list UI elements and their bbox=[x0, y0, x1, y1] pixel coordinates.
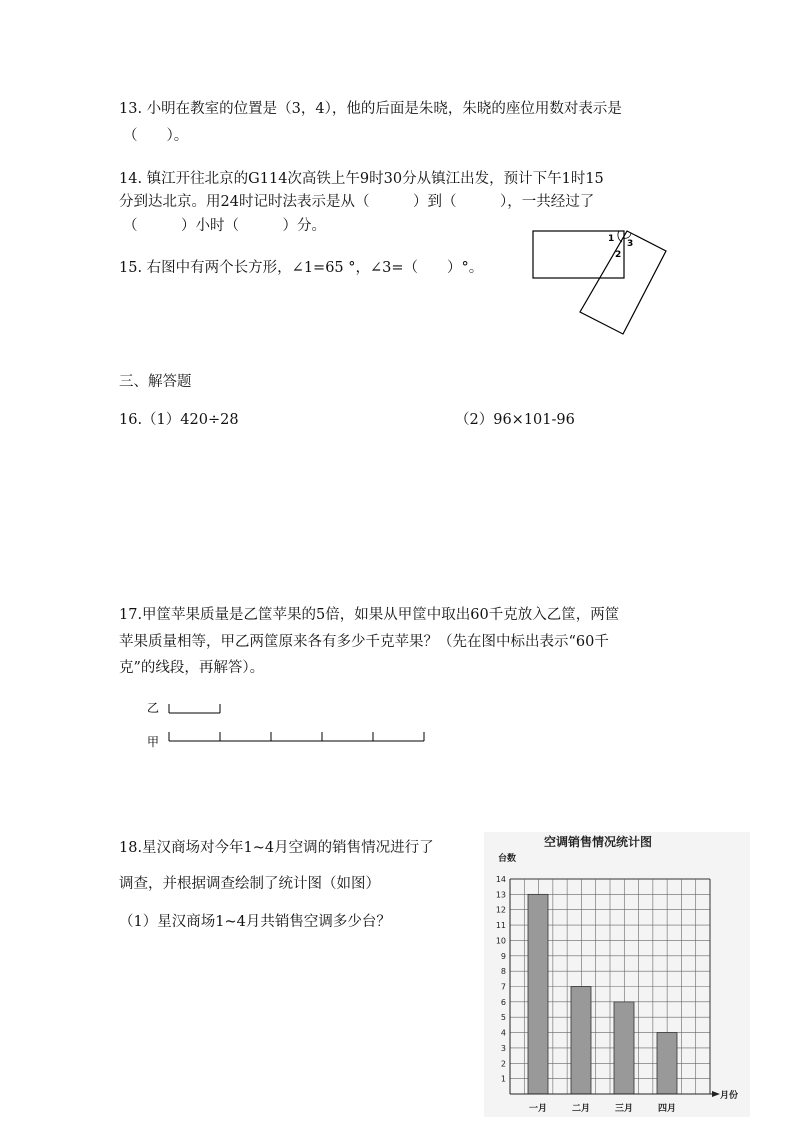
q18-line-2: 调查，并根据调查绘制了统计图（如图） bbox=[119, 876, 380, 892]
segment-yi bbox=[169, 704, 220, 713]
q13-line-2: （ ）。 bbox=[123, 128, 189, 144]
segment-jia bbox=[169, 732, 424, 741]
q15-text: 15. 右图中有两个长方形，∠1=65 °，∠3=（ ）°。 bbox=[119, 260, 484, 276]
y-tick-label: 4 bbox=[500, 1028, 506, 1038]
rectangle-tilted bbox=[580, 231, 666, 334]
bar-1 bbox=[528, 894, 548, 1094]
bar-3 bbox=[614, 1002, 634, 1094]
y-tick-label: 14 bbox=[495, 875, 506, 884]
category-label: 四月 bbox=[657, 1104, 677, 1114]
rectangles-angle-figure bbox=[520, 220, 670, 340]
q18-line-1: 18.星汉商场对今年1~4月空调的销售情况进行了 bbox=[119, 840, 434, 856]
section-title: 三、解答题 bbox=[119, 374, 192, 390]
q13-line-1: 13. 小明在教室的位置是（3，4），他的后面是朱晓，朱晓的座位用数对表示是 bbox=[119, 101, 622, 117]
y-tick-label: 3 bbox=[500, 1043, 506, 1053]
q18-line-3: （1）星汉商场1~4月共销售空调多少台？ bbox=[119, 914, 391, 930]
y-tick-label: 5 bbox=[500, 1013, 506, 1023]
category-label: 一月 bbox=[528, 1104, 548, 1114]
bar-2 bbox=[571, 987, 591, 1095]
sales-bar-chart bbox=[484, 832, 750, 1117]
category-label: 二月 bbox=[571, 1104, 591, 1114]
y-tick-label: 12 bbox=[495, 905, 506, 915]
y-tick-label: 7 bbox=[500, 982, 506, 992]
q14-line-1: 14. 镇江开往北京的G114次高铁上午9时30分从镇江出发，预计下午1时15 bbox=[119, 171, 604, 187]
category-label: 三月 bbox=[614, 1104, 634, 1114]
y-tick-label: 6 bbox=[500, 997, 506, 1007]
y-tick-label: 8 bbox=[500, 967, 506, 977]
chart-title: 空调销售情况统计图 bbox=[544, 835, 653, 849]
q17-line-3: 克”的线段，再解答）。 bbox=[119, 660, 265, 676]
q16-part-2: （2）96×101-96 bbox=[455, 412, 575, 428]
y-tick-label: 11 bbox=[495, 921, 506, 931]
y-tick-label: 13 bbox=[495, 890, 506, 900]
y-tick-label: 10 bbox=[495, 936, 506, 946]
q17-line-2: 苹果质量相等，甲乙两筐原来各有多少千克苹果？（先在图中标出表示“60千 bbox=[119, 634, 609, 650]
q16-part-1: 16.（1）420÷28 bbox=[119, 412, 239, 428]
y-tick-label: 2 bbox=[500, 1059, 506, 1069]
x-axis-label: 月份 bbox=[720, 1091, 739, 1101]
label-yi: 乙 bbox=[147, 701, 160, 715]
q17-line-1: 17.甲筐苹果质量是乙筐苹果的5倍，如果从甲筐中取出60千克放入乙筐，两筐 bbox=[119, 607, 620, 623]
q14-line-3: （ ）小时（ ）分。 bbox=[123, 218, 326, 234]
bar-4 bbox=[657, 1033, 677, 1094]
angle-label-1: 1 bbox=[608, 234, 615, 244]
y-axis-label: 台数 bbox=[498, 854, 517, 864]
angle-label-3: 3 bbox=[627, 239, 634, 249]
y-tick-label: 1 bbox=[500, 1074, 506, 1084]
label-jia: 甲 bbox=[147, 735, 160, 749]
line-segment-diagram bbox=[140, 695, 440, 755]
y-tick-label: 9 bbox=[500, 951, 506, 961]
q14-line-2: 分到达北京。用24时记时法表示是从（ ）到（ ），一共经过了 bbox=[119, 194, 595, 210]
angle-label-2: 2 bbox=[615, 250, 622, 260]
